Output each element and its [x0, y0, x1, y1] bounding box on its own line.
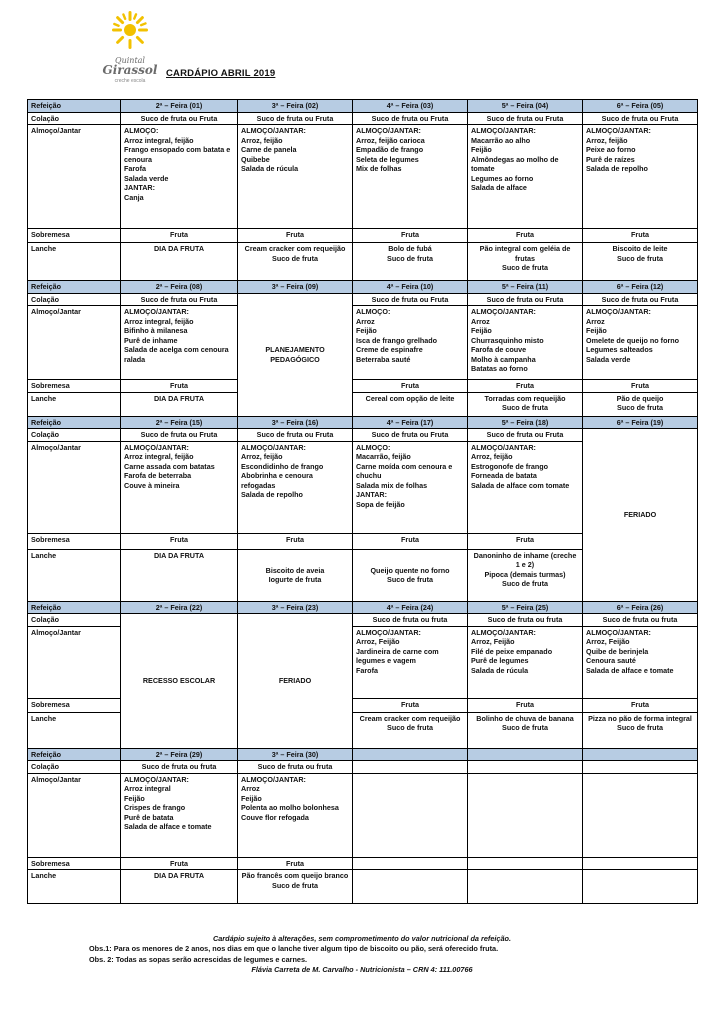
lanche-item: Suco de fruta — [387, 575, 433, 584]
sobremesa-cell: Fruta — [468, 380, 583, 393]
colacao-cell: Suco de fruta ou Fruta — [583, 293, 698, 306]
colacao-cell: Suco de fruta ou Fruta — [353, 112, 468, 125]
lanche-item: Biscoito de aveia — [265, 565, 325, 575]
menu-item: JANTAR: — [356, 490, 388, 499]
lanche-cell — [121, 549, 238, 601]
lanche-item: Suco de fruta — [502, 723, 548, 732]
menu-item: Isca de frango grelhado — [356, 335, 438, 345]
day-header: 3ª – Feira (09) — [238, 281, 353, 294]
sobremesa-cell: Fruta — [353, 698, 468, 712]
menu-item: Feijão — [471, 326, 492, 335]
sobremesa-cell: Fruta — [583, 229, 698, 243]
menu-item: Legumes salteados — [586, 345, 653, 354]
lanche-item: Suco de fruta — [502, 403, 548, 412]
almoco-cell — [238, 441, 353, 533]
menu-item: Arroz integral — [124, 784, 171, 793]
sobremesa-row — [28, 380, 698, 393]
lanche-item: Iogurte de fruta — [268, 575, 322, 584]
day-header: 5ª – Feira (04) — [468, 100, 583, 113]
sobremesa-cell: Fruta — [121, 229, 238, 243]
almoco-cell — [468, 773, 583, 857]
colacao-cell: Suco de fruta ou Fruta — [121, 293, 238, 306]
menu-item: Couve à mineira — [124, 480, 180, 490]
row-label-lanche: Lanche — [28, 712, 121, 748]
lanche-cell — [238, 549, 353, 601]
menu-item: Salada de alface e tomate — [124, 822, 212, 831]
lanche-cell — [238, 243, 353, 281]
lanche-cell — [353, 712, 468, 748]
lanche-item: Suco de fruta — [502, 579, 548, 588]
menu-item: ALMOÇO/JANTAR: — [241, 774, 306, 784]
lanche-item: Queijo quente no forno — [370, 565, 450, 575]
sobremesa-cell: Fruta — [353, 533, 468, 549]
lanche-cell — [468, 549, 583, 601]
menu-item: Arroz, feijão — [586, 135, 628, 145]
menu-item: ALMOÇO/JANTAR: — [124, 307, 189, 316]
almoco-cell — [468, 125, 583, 229]
menu-item: Arroz, feijão — [241, 135, 283, 145]
day-header: 3ª – Feira (23) — [238, 601, 353, 614]
lanche-cell — [121, 392, 238, 416]
week-header-row — [28, 416, 698, 429]
menu-item: Purê de inhame — [124, 335, 178, 345]
almoco-cell — [353, 441, 468, 533]
day-header — [583, 748, 698, 761]
lanche-item: DIA DA FRUTA — [153, 871, 205, 880]
row-label-almoco: Almoço/Jantar — [28, 306, 121, 380]
row-label-colacao: Colação — [28, 429, 121, 442]
menu-item: ALMOÇO/JANTAR: — [471, 627, 536, 637]
sobremesa-cell: Fruta — [468, 229, 583, 243]
colacao-cell: Suco de fruta ou Fruta — [121, 429, 238, 442]
lanche-item: Danoninho de inhame (creche 1 e 2) — [473, 550, 577, 569]
row-label-almoco: Almoço/Jantar — [28, 773, 121, 857]
colacao-cell: Suco de fruta ou fruta — [583, 614, 698, 627]
menu-item: Feijão — [124, 793, 145, 803]
lanche-item: Pão de queijo — [616, 393, 664, 403]
colacao-cell: Suco de fruta ou Fruta — [238, 429, 353, 442]
menu-item: Crispes de frango — [124, 803, 186, 812]
lanche-item: Bolo de fubá — [388, 244, 432, 253]
sobremesa-cell: Fruta — [468, 698, 583, 712]
menu-item: Arroz integral, feijão — [124, 316, 194, 326]
colacao-cell: Suco de fruta ou Fruta — [583, 112, 698, 125]
row-label-colacao: Colação — [28, 112, 121, 125]
menu-item: Purê de legumes — [471, 656, 529, 665]
menu-item: Farofa de couve — [471, 345, 527, 354]
menu-item: Purê de raízes — [586, 154, 635, 164]
row-label-almoco: Almoço/Jantar — [28, 441, 121, 533]
menu-item: Empadão de frango — [356, 145, 424, 154]
sobremesa-cell — [468, 857, 583, 870]
lanche-cell — [353, 870, 468, 904]
menu-item: ALMOÇO/JANTAR: — [471, 307, 536, 316]
day-header: 4ª – Feira (17) — [353, 416, 468, 429]
week-header-row — [28, 748, 698, 761]
menu-item: Purê de batata — [124, 812, 174, 822]
row-label-sobremesa: Sobremesa — [28, 380, 121, 393]
menu-item: Farofa — [356, 665, 378, 675]
lanche-item: DIA DA FRUTA — [153, 244, 205, 253]
lanche-cell — [583, 870, 698, 904]
lanche-item: Cream cracker com requeijão — [244, 244, 346, 253]
almoco-cell — [353, 125, 468, 229]
menu-item: Arroz integral, feijão — [124, 135, 194, 145]
almoco-cell — [238, 125, 353, 229]
colacao-row — [28, 429, 698, 442]
footer-signature: Flávia Carreta de M. Carvalho - Nutricionista – CRN 4: 111.00766 — [251, 965, 473, 975]
sobremesa-cell: Fruta — [238, 533, 353, 549]
menu-item: Salada de repolho — [241, 490, 303, 499]
menu-item: Salada de rúcula — [471, 665, 529, 675]
colacao-cell: Suco de fruta ou Fruta — [468, 429, 583, 442]
menu-item: Feijão — [356, 326, 377, 335]
footer-note-2: Obs. 2: Todas as sopas serão acrescidas de legumes e carnes. — [89, 954, 308, 964]
menu-item: Escondidinho de frango — [241, 461, 324, 471]
menu-item: Cenoura sauté — [586, 656, 636, 665]
day-header: 2ª – Feira (08) — [121, 281, 238, 294]
almoco-row — [28, 125, 698, 229]
sobremesa-row — [28, 229, 698, 243]
menu-item: ALMOÇO/JANTAR: — [241, 126, 306, 135]
colacao-cell: Suco de fruta ou Fruta — [121, 112, 238, 125]
menu-item: Arroz — [241, 784, 260, 793]
menu-item: Arroz, feijão carioca — [356, 135, 425, 145]
menu-item: ALMOÇO/JANTAR: — [241, 442, 306, 452]
sobremesa-cell: Fruta — [238, 857, 353, 870]
menu-item: JANTAR: — [124, 183, 156, 192]
row-label-lanche: Lanche — [28, 243, 121, 281]
menu-item: Batatas ao forno — [471, 364, 528, 373]
lanche-cell — [583, 392, 698, 416]
colacao-cell: Suco de fruta ou Fruta — [468, 112, 583, 125]
almoco-cell — [583, 306, 698, 380]
almoco-row — [28, 773, 698, 857]
lanche-cell — [238, 870, 353, 904]
menu-item: Arroz — [471, 316, 490, 326]
lanche-row — [28, 243, 698, 281]
menu-item: Couve flor refogada — [241, 812, 309, 822]
menu-item: Salada de alface e tomate — [586, 665, 674, 675]
menu-item: Arroz integral, feijão — [124, 452, 194, 461]
day-header: 2ª – Feira (15) — [121, 416, 238, 429]
almoco-cell — [468, 626, 583, 698]
almoco-cell — [121, 441, 238, 533]
menu-item: Salada de alface com tomate — [471, 480, 570, 490]
week-header-row — [28, 281, 698, 294]
row-label-colacao: Colação — [28, 614, 121, 627]
row-label-colacao: Colação — [28, 761, 121, 774]
row-label-lanche: Lanche — [28, 392, 121, 416]
day-header: 3ª – Feira (16) — [238, 416, 353, 429]
sobremesa-row — [28, 857, 698, 870]
menu-item: ALMOÇO: — [124, 126, 159, 135]
lanche-cell — [468, 870, 583, 904]
colacao-cell: Suco de fruta ou Fruta — [468, 293, 583, 306]
menu-item: ALMOÇO/JANTAR: — [586, 126, 651, 135]
menu-item: ALMOÇO/JANTAR: — [356, 627, 421, 637]
colacao-row — [28, 112, 698, 125]
menu-item: Salada de rúcula — [241, 164, 299, 173]
lanche-item: Torradas com requeijão — [484, 393, 566, 403]
row-label-lanche: Lanche — [28, 549, 121, 601]
row-label-refeicao: Refeição — [28, 281, 121, 294]
day-header: 4ª – Feira (10) — [353, 281, 468, 294]
day-header: 2ª – Feira (01) — [121, 100, 238, 113]
menu-item: Omelete de queijo no forno — [586, 335, 680, 345]
menu-item: ALMOÇO: — [356, 442, 391, 452]
day-header: 2ª – Feira (22) — [121, 601, 238, 614]
lanche-item: Bolinho de chuva de banana — [476, 713, 574, 723]
lanche-item: Pizza no pão de forma integral — [588, 713, 692, 723]
row-label-sobremesa: Sobremesa — [28, 229, 121, 243]
menu-item: Estrogonofe de frango — [471, 461, 549, 471]
menu-item: Arroz — [356, 316, 375, 326]
menu-item: Carne assada com batatas — [124, 461, 215, 471]
row-label-almoco: Almoço/Jantar — [28, 125, 121, 229]
almoco-cell — [468, 441, 583, 533]
menu-item: Salada de alface — [471, 183, 527, 192]
menu-item: Feijão — [471, 145, 492, 154]
menu-item: Arroz, Feijão — [586, 637, 630, 646]
menu-item: Salada mix de folhas — [356, 480, 428, 490]
lanche-cell — [353, 392, 468, 416]
sobremesa-cell: Fruta — [121, 857, 238, 870]
almoco-cell — [468, 306, 583, 380]
lanche-item: DIA DA FRUTA — [153, 393, 205, 403]
lanche-item: Pão francês com queijo branco — [241, 871, 349, 880]
menu-item: Abobrinha e cenoura refogadas — [241, 471, 313, 490]
colacao-row — [28, 761, 698, 774]
day-header: 4ª – Feira (24) — [353, 601, 468, 614]
menu-item: Feijão — [241, 793, 262, 803]
row-label-sobremesa: Sobremesa — [28, 698, 121, 712]
menu-item: Mix de folhas — [356, 164, 402, 173]
row-label-sobremesa: Sobremesa — [28, 533, 121, 549]
almoco-row — [28, 306, 698, 380]
sobremesa-cell: Fruta — [353, 229, 468, 243]
colacao-cell: Suco de fruta ou Fruta — [353, 429, 468, 442]
row-label-refeicao: Refeição — [28, 748, 121, 761]
almoco-cell — [583, 626, 698, 698]
lanche-item: Suco de fruta — [387, 723, 433, 732]
day-header: 6ª – Feira (19) — [583, 416, 698, 429]
almoco-cell — [353, 306, 468, 380]
colacao-row — [28, 614, 698, 627]
footer-disclaimer: Cardápio sujeito à alterações, sem comprometimento do valor nutricional da refeição. — [212, 934, 512, 943]
day-header — [353, 748, 468, 761]
day-header: 6ª – Feira (26) — [583, 601, 698, 614]
week-header-row — [28, 601, 698, 614]
menu-table — [27, 99, 698, 904]
lanche-cell — [353, 549, 468, 601]
menu-item: Farofa de beterraba — [124, 471, 192, 480]
menu-item: ALMOÇO/JANTAR: — [586, 627, 651, 637]
menu-item: Quibe de berinjela — [586, 646, 649, 656]
lanche-cell — [468, 243, 583, 281]
logo — [100, 8, 160, 84]
sobremesa-cell: Fruta — [468, 533, 583, 549]
menu-item: Arroz, feijão — [241, 452, 283, 461]
menu-item: ALMOÇO/JANTAR: — [124, 442, 189, 452]
day-header: 2ª – Feira (29) — [121, 748, 238, 761]
lanche-item: Suco de fruta — [272, 253, 318, 263]
lanche-item: Suco de fruta — [617, 253, 663, 263]
menu-item: Quibebe — [241, 154, 270, 164]
page-title: CARDÁPIO ABRIL 2019 — [166, 68, 276, 79]
menu-item: Carne de panela — [241, 145, 297, 154]
menu-item: Macarrão ao alho — [471, 135, 531, 145]
row-label-refeicao: Refeição — [28, 601, 121, 614]
day-header: 3ª – Feira (02) — [238, 100, 353, 113]
menu-item: ALMOÇO/JANTAR: — [586, 307, 651, 316]
lanche-item: Biscoito de leite — [612, 244, 668, 253]
lanche-item: DIA DA FRUTA — [153, 550, 205, 560]
menu-item: Arroz, feijão — [471, 452, 513, 461]
menu-item: Creme de espinafre — [356, 345, 423, 354]
menu-item: Salada de acelga com cenoura ralada — [124, 345, 229, 364]
colacao-cell — [468, 761, 583, 774]
lanche-cell — [583, 712, 698, 748]
lanche-item: Cereal com opção de leite — [365, 393, 455, 403]
menu-item: Churrasquinho misto — [471, 335, 544, 345]
menu-item: Jardineira de carne com legumes e vagem — [356, 646, 439, 665]
menu-item: Feijão — [586, 326, 607, 335]
menu-item: Arroz, Feijão — [471, 637, 515, 646]
sobremesa-cell: Fruta — [583, 380, 698, 393]
day-header — [468, 748, 583, 761]
footer — [27, 934, 697, 975]
lanche-row — [28, 392, 698, 416]
menu-item: Forneada de batata — [471, 471, 537, 480]
colacao-row — [28, 293, 698, 306]
footer-note-1: Obs.1: Para os menores de 2 anos, nos dias em que o lanche tiver algum tipo de biscoito ou pão, será oferecido fruta. — [89, 944, 499, 954]
sobremesa-cell — [583, 857, 698, 870]
special-day-cell: FERIADO — [238, 614, 353, 749]
colacao-cell: Suco de fruta ou fruta — [121, 761, 238, 774]
lanche-cell — [468, 712, 583, 748]
colacao-cell — [583, 761, 698, 774]
row-label-refeicao: Refeição — [28, 100, 121, 113]
menu-item: Almôndegas ao molho de tomate — [471, 154, 559, 173]
sobremesa-cell: Fruta — [121, 380, 238, 393]
almoco-cell — [121, 125, 238, 229]
lanche-item: Cream cracker com requeijão — [359, 713, 461, 723]
day-header: 3ª – Feira (30) — [238, 748, 353, 761]
logo-line-3: creche escola — [114, 78, 146, 84]
menu-item: Filé de peixe empanado — [471, 646, 553, 656]
almoco-cell — [353, 626, 468, 698]
menu-item: Salada verde — [124, 173, 169, 183]
menu-item: ALMOÇO/JANTAR: — [124, 774, 189, 784]
almoco-cell — [238, 773, 353, 857]
logo-line-2: Girassol — [102, 63, 158, 77]
row-label-sobremesa: Sobremesa — [28, 857, 121, 870]
special-day-cell: FERIADO — [583, 429, 698, 602]
special-day-cell: PLANEJAMENTO PEDAGÓGICO — [238, 293, 353, 416]
almoco-cell — [583, 125, 698, 229]
sobremesa-cell: Fruta — [238, 229, 353, 243]
menu-item: Macarrão, feijão — [356, 452, 411, 461]
menu-item: Farofa — [124, 164, 146, 173]
day-header: 5ª – Feira (25) — [468, 601, 583, 614]
colacao-cell: Suco de fruta ou fruta — [238, 761, 353, 774]
almoco-cell — [121, 306, 238, 380]
special-day-cell: RECESSO ESCOLAR — [121, 614, 238, 749]
row-label-colacao: Colação — [28, 293, 121, 306]
colacao-cell: Suco de fruta ou Fruta — [238, 112, 353, 125]
menu-item: Arroz, Feijão — [356, 637, 400, 646]
lanche-item: Pão integral com geléia de frutas — [479, 244, 571, 263]
lanche-item: Suco de fruta — [617, 723, 663, 732]
sobremesa-cell: Fruta — [583, 698, 698, 712]
lanche-item: Suco de fruta — [387, 253, 433, 263]
lanche-cell — [121, 870, 238, 904]
day-header: 4ª – Feira (03) — [353, 100, 468, 113]
menu-item: Legumes ao forno — [471, 173, 534, 183]
menu-item: ALMOÇO/JANTAR: — [471, 442, 536, 452]
row-label-lanche: Lanche — [28, 870, 121, 904]
menu-item: Sopa de feijão — [356, 499, 405, 509]
day-header: 6ª – Feira (12) — [583, 281, 698, 294]
day-header: 6ª – Feira (05) — [583, 100, 698, 113]
almoco-cell — [583, 773, 698, 857]
menu-item: Salada de repolho — [586, 164, 648, 173]
menu-item: Bifinho à milanesa — [124, 326, 188, 335]
menu-item: Molho à campanha — [471, 354, 536, 364]
colacao-cell: Suco de fruta ou Fruta — [353, 293, 468, 306]
menu-item: ALMOÇO/JANTAR: — [471, 126, 536, 135]
sobremesa-cell: Fruta — [121, 533, 238, 549]
menu-item: Seleta de legumes — [356, 154, 419, 164]
row-label-almoco: Almoço/Jantar — [28, 626, 121, 698]
almoco-cell — [353, 773, 468, 857]
sunflower-icon — [112, 10, 148, 54]
day-header: 5ª – Feira (18) — [468, 416, 583, 429]
menu-item: Carne moída com cenoura e chuchu — [356, 461, 453, 480]
menu-item: ALMOÇO: — [356, 307, 391, 316]
logo-line-1: Quintal — [115, 56, 145, 65]
lanche-item: Pipoca (demais turmas) — [484, 569, 566, 579]
sobremesa-cell: Fruta — [353, 380, 468, 393]
lanche-cell — [583, 243, 698, 281]
menu-item: Canja — [124, 192, 144, 202]
lanche-item: Suco de fruta — [617, 403, 663, 412]
day-header: 5ª – Feira (11) — [468, 281, 583, 294]
row-label-refeicao: Refeição — [28, 416, 121, 429]
colacao-cell: Suco de fruta ou fruta — [353, 614, 468, 627]
menu-item: Salada verde — [586, 354, 631, 364]
sobremesa-cell — [353, 857, 468, 870]
lanche-row — [28, 870, 698, 904]
lanche-item: Suco de fruta — [502, 263, 548, 272]
menu-item: Polenta ao molho bolonhesa — [241, 803, 339, 812]
lanche-cell — [353, 243, 468, 281]
menu-item: Peixe ao forno — [586, 145, 636, 154]
lanche-cell — [121, 243, 238, 281]
menu-item: ALMOÇO/JANTAR: — [356, 126, 421, 135]
menu-item: Frango ensopado com batata e cenoura — [124, 145, 231, 164]
almoco-cell — [121, 773, 238, 857]
menu-item: Arroz — [586, 316, 605, 326]
lanche-cell — [468, 392, 583, 416]
week-header-row — [28, 100, 698, 113]
colacao-cell — [353, 761, 468, 774]
lanche-item: Suco de fruta — [272, 880, 318, 890]
menu-item: Beterraba sauté — [356, 354, 411, 364]
colacao-cell: Suco de fruta ou fruta — [468, 614, 583, 627]
